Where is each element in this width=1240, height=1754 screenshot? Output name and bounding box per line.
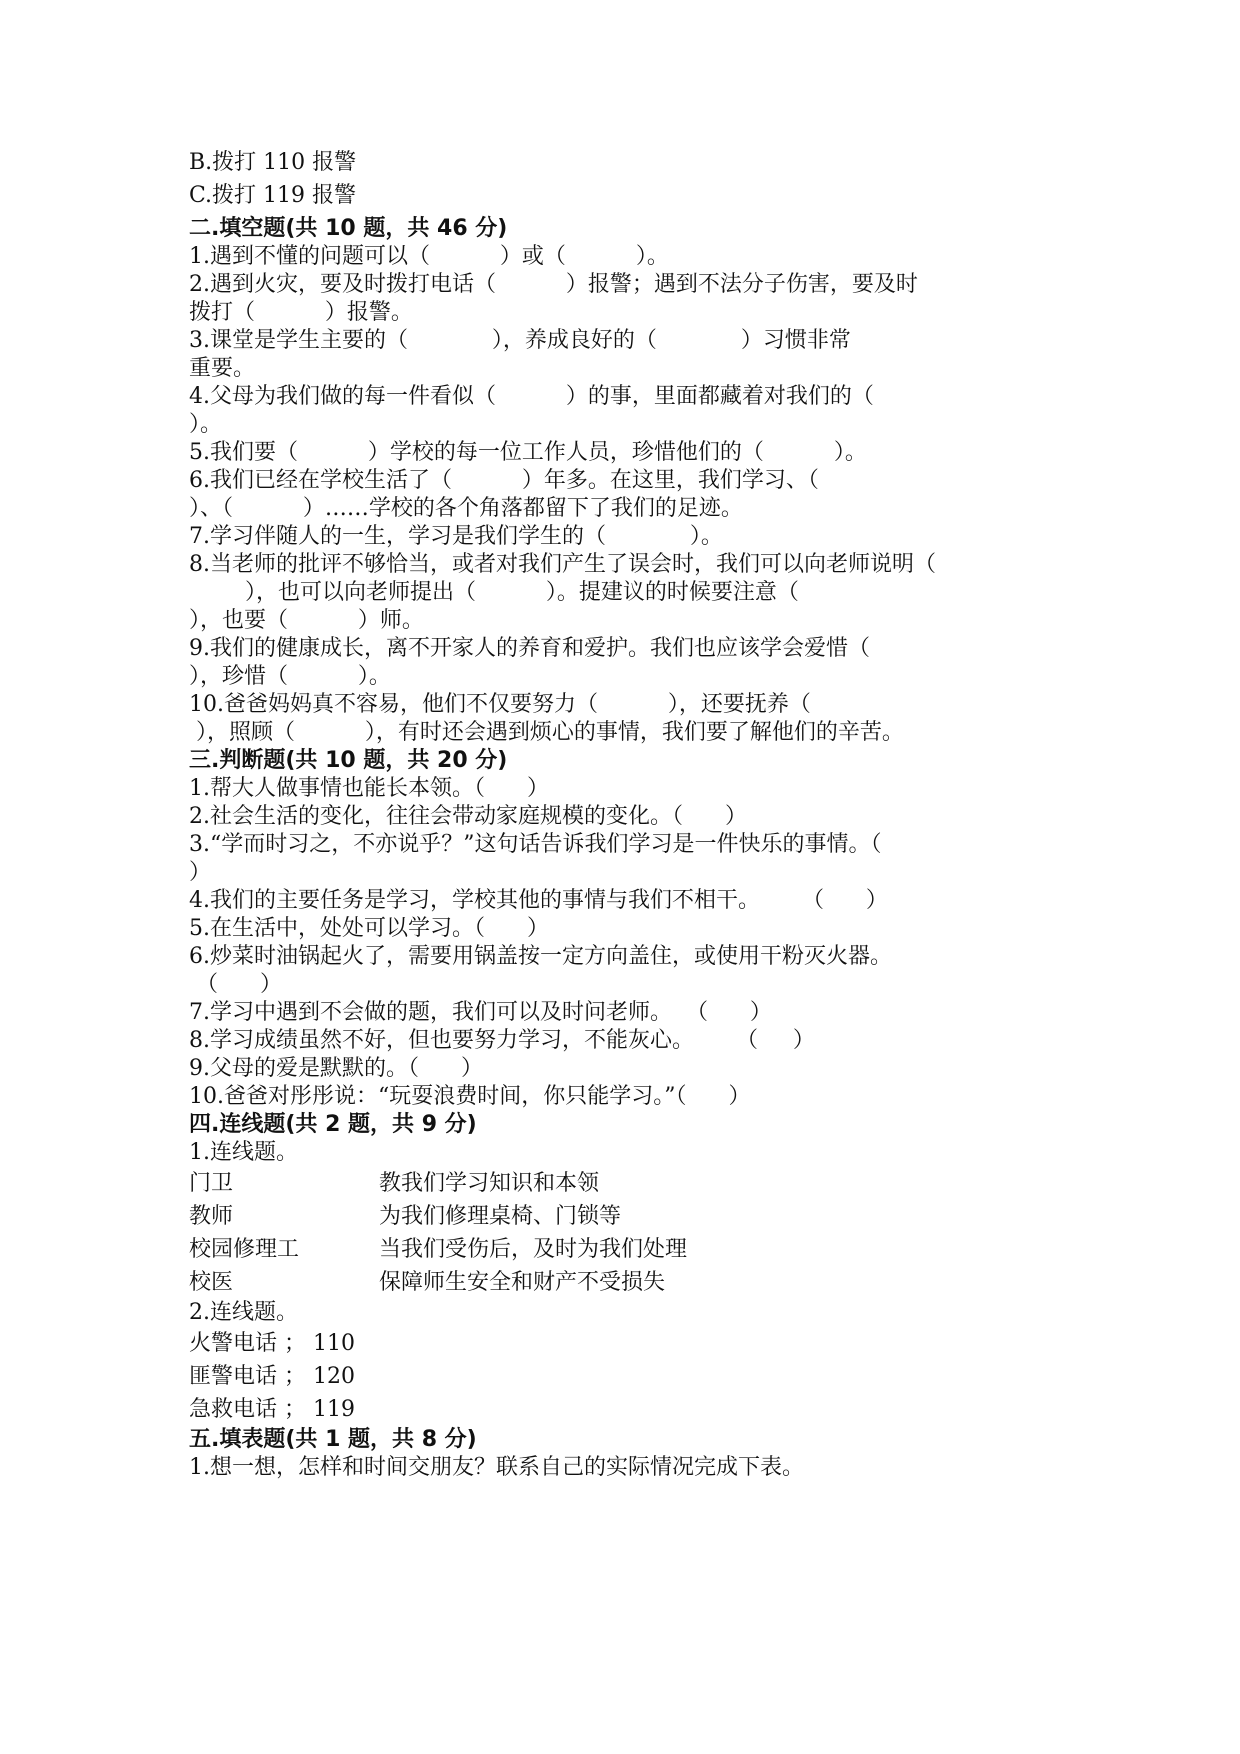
question-line: 1.帮大人做事情也能长本领。（ ）	[189, 776, 549, 801]
matching-right-item: 教我们学习知识和本领	[379, 1171, 600, 1196]
question-line: 10.爸爸妈妈真不容易，他们不仅要努力（ ），还要抚养（	[189, 692, 811, 717]
question-line: ），照顾（ ），有时还会遇到烦心的事情，我们要了解他们的辛苦。	[189, 720, 904, 745]
question-line: 10.爸爸对彤彤说：“玩耍浪费时间，你只能学习。”（ ）	[189, 1084, 751, 1109]
table-question: 1.想一想，怎样和时间交朋友？联系自己的实际情况完成下表。	[189, 1455, 804, 1480]
question-line: （ ）	[189, 972, 282, 997]
option-b: B.拨打 110 报警	[189, 150, 357, 175]
question-line: ）、（ ）……学校的各个角落都留下了我们的足迹。	[189, 496, 743, 521]
matching-row	[189, 1233, 1069, 1266]
matching-right-item: 保障师生安全和财产不受损失	[379, 1270, 666, 1295]
phone-line: 火警电话 ； 110	[189, 1331, 355, 1356]
matching-q2-lines	[189, 1327, 1069, 1426]
question-line: ），也可以向老师提出（ ）。提建议的时候要注意（	[189, 580, 799, 605]
question-line: 7.学习中遇到不会做的题，我们可以及时问老师。 （ ）	[189, 1000, 772, 1025]
matching-row	[189, 1266, 1069, 1299]
matching-right-item: 当我们受伤后，及时为我们处理	[379, 1237, 688, 1262]
question-line: 3.课堂是学生主要的（ ），养成良好的（ ）习惯非常	[189, 328, 851, 353]
section-heading-table: 五.填表题(共 1 题，共 8 分)	[189, 1427, 477, 1452]
question-line: 4.我们的主要任务是学习，学校其他的事情与我们不相干。 （ ）	[189, 888, 888, 913]
matching-left-item: 教师	[189, 1204, 234, 1229]
question-line: 8.当老师的批评不够恰当，或者对我们产生了误会时，我们可以向老师说明（	[189, 552, 936, 577]
matching-right-item: 为我们修理桌椅、门锁等	[379, 1204, 622, 1229]
fill-blank-questions	[189, 243, 1069, 747]
question-line: ），也要（ ）师。	[189, 608, 424, 633]
question-line: 6.我们已经在学校生活了（ ）年多。在这里，我们学习、（	[189, 468, 819, 493]
question-line: 9.父母的爱是默默的。（ ）	[189, 1056, 483, 1081]
question-line: 拨打（ ）报警。	[189, 300, 413, 325]
section-heading-fill-blank: 二.填空题(共 10 题，共 46 分)	[189, 216, 508, 241]
question-line: 5.我们要（ ）学校的每一位工作人员，珍惜他们的（ ）。	[189, 440, 867, 465]
question-line: 重要。	[189, 356, 256, 381]
true-false-questions	[189, 775, 1069, 1111]
question-line: 6.炒菜时油锅起火了，需要用锅盖按一定方向盖住，或使用干粉灭火器。	[189, 944, 892, 969]
question-line: 8.学习成绩虽然不好，但也要努力学习，不能灰心。 （ ）	[189, 1028, 815, 1053]
phone-line: 匪警电话 ； 120	[189, 1364, 355, 1389]
section-heading-true-false: 三.判断题(共 10 题，共 20 分)	[189, 748, 508, 773]
question-line: 4.父母为我们做的每一件看似（ ）的事，里面都藏着对我们的（	[189, 384, 874, 409]
matching-q1-pairs	[189, 1167, 1069, 1299]
question-line: 9.我们的健康成长，离不开家人的养育和爱护。我们也应该学会爱惜（	[189, 636, 870, 661]
question-line: 7.学习伴随人的一生，学习是我们学生的（ ）。	[189, 524, 723, 549]
option-c: C.拨打 119 报警	[189, 183, 357, 208]
section-heading-matching: 四.连线题(共 2 题，共 9 分)	[189, 1112, 477, 1137]
question-line: ）	[189, 860, 212, 885]
question-line: 2.社会生活的变化，往往会带动家庭规模的变化。（ ）	[189, 804, 747, 829]
question-line: 3.“学而时习之，不亦说乎？”这句话告诉我们学习是一件快乐的事情。（	[189, 832, 882, 857]
question-line: ）。	[189, 412, 223, 437]
matching-row	[189, 1167, 1069, 1200]
exam-content	[189, 149, 1069, 1482]
matching-left-item: 门卫	[189, 1171, 234, 1196]
phone-line: 急救电话 ； 119	[189, 1397, 355, 1422]
matching-row	[189, 1200, 1069, 1233]
matching-q2-title: 2.连线题。	[189, 1300, 298, 1325]
matching-left-item: 校医	[189, 1270, 234, 1295]
question-line: ），珍惜（ ）。	[189, 664, 391, 689]
question-line: 2.遇到火灾，要及时拨打电话（ ）报警；遇到不法分子伤害，要及时	[189, 272, 918, 297]
matching-left-item: 校园修理工	[189, 1237, 300, 1262]
matching-q1-title: 1.连线题。	[189, 1140, 298, 1165]
question-line: 5.在生活中，处处可以学习。（ ）	[189, 916, 549, 941]
question-line: 1.遇到不懂的问题可以（ ）或（ ）。	[189, 244, 669, 269]
